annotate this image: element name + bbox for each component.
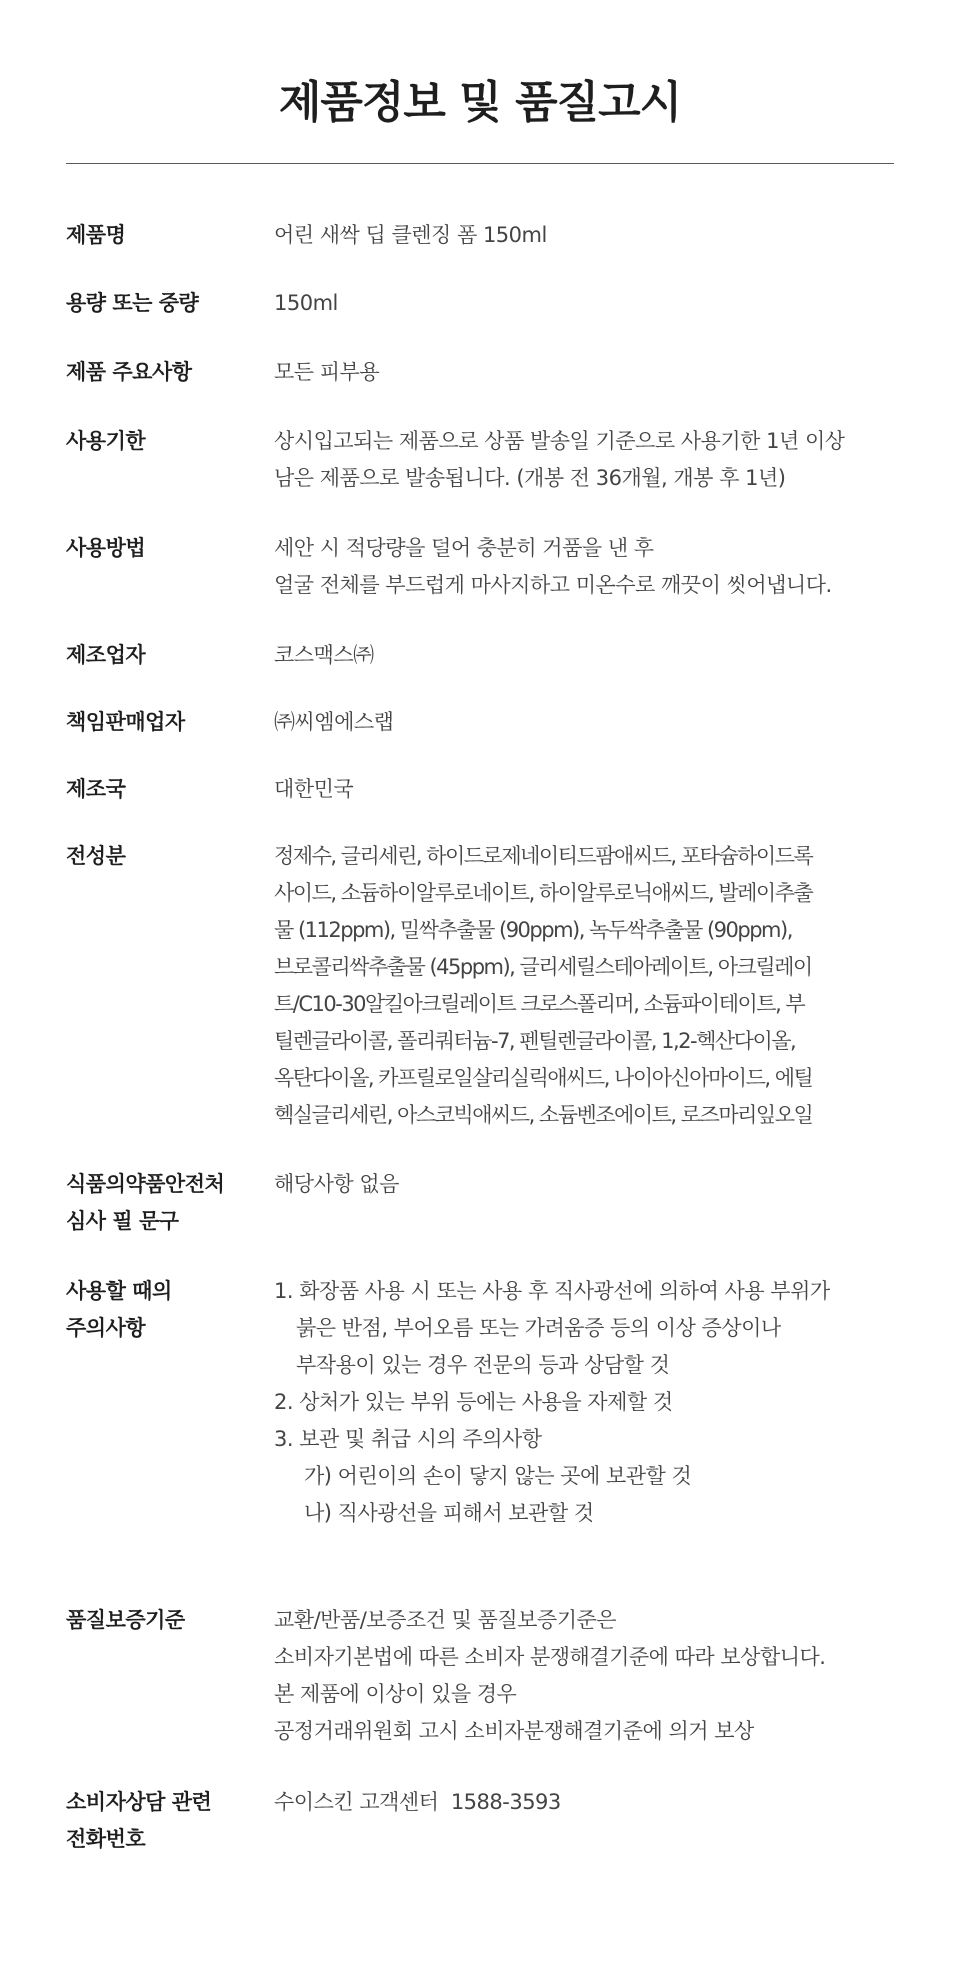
row-value	[274, 704, 914, 741]
value-line: 정제수, 글리세린, 하이드로제네이티드팜애씨드, 포타슘하이드록	[274, 844, 813, 868]
row-value	[274, 423, 914, 497]
label-line: 전성분	[66, 844, 126, 868]
row-value	[274, 217, 914, 254]
value-line: 붉은 반점, 부어오름 또는 가려움증 등의 이상 증상이나	[296, 1316, 781, 1340]
value-line: 브로콜리싹추출물 (45ppm), 글리세릴스테아레이트, 아크릴레이	[274, 955, 812, 979]
value-line: 1. 화장품 사용 시 또는 사용 후 직사광선에 의하여 사용 부위가	[274, 1279, 830, 1303]
value-line: 3. 보관 및 취급 시의 주의사항	[274, 1427, 542, 1451]
value-line: 부작용이 있는 경우 전문의 등과 상담할 것	[296, 1353, 670, 1377]
row-label	[66, 1784, 266, 1858]
row-value	[274, 285, 914, 322]
label-line: 책임판매업자	[66, 710, 185, 734]
row-label	[66, 637, 266, 674]
row-label	[66, 530, 266, 567]
value-line: 물 (112ppm), 밀싹추출물 (90ppm), 녹두싹추출물 (90ppm),	[274, 918, 792, 942]
value-line: 해당사항 없음	[274, 1172, 399, 1196]
value-line: 본 제품에 이상이 있을 경우	[274, 1682, 517, 1706]
row-label	[66, 704, 266, 741]
value-line: 상시입고되는 제품으로 상품 발송일 기준으로 사용기한 1년 이상	[274, 429, 845, 453]
row-label	[66, 285, 266, 322]
row-value	[274, 1602, 914, 1750]
value-line: 모든 피부용	[274, 360, 380, 384]
value-line: 코스맥스㈜	[274, 643, 374, 667]
label-line: 소비자상담 관련	[66, 1790, 212, 1814]
row-label	[66, 1166, 266, 1240]
value-line: 가) 어린이의 손이 닿지 않는 곳에 보관할 것	[304, 1464, 692, 1488]
value-line: 얼굴 전체를 부드럽게 마사지하고 미온수로 깨끗이 씻어냅니다.	[274, 573, 832, 597]
value-line: 나) 직사광선을 피해서 보관할 것	[304, 1501, 594, 1525]
label-line: 식품의약품안전처	[66, 1172, 225, 1196]
value-line: 수이스킨 고객센터 1588-3593	[274, 1790, 561, 1814]
row-label	[66, 423, 266, 460]
value-line: 소비자기본법에 따른 소비자 분쟁해결기준에 따라 보상합니다.	[274, 1645, 826, 1669]
row-value	[274, 354, 914, 391]
label-line: 사용할 때의	[66, 1279, 172, 1303]
value-line: 헥실글리세린, 아스코빅애씨드, 소듐벤조에이트, 로즈마리잎오일	[274, 1103, 813, 1127]
label-line: 제조국	[66, 777, 126, 801]
row-label	[66, 838, 266, 875]
label-line: 사용기한	[66, 429, 146, 453]
label-line: 심사 필 문구	[66, 1209, 179, 1233]
value-line: 공정거래위원회 고시 소비자분쟁해결기준에 의거 보상	[274, 1719, 754, 1743]
row-label	[66, 217, 266, 254]
value-line: 대한민국	[274, 777, 354, 801]
value-line: 150ml	[274, 291, 338, 315]
value-line: ㈜씨엠에스랩	[274, 710, 394, 734]
value-line: 남은 제품으로 발송됩니다. (개봉 전 36개월, 개봉 후 1년)	[274, 466, 786, 490]
label-line: 사용방법	[66, 536, 146, 560]
value-line: 세안 시 적당량을 덜어 충분히 거품을 낸 후	[274, 536, 654, 560]
label-line: 전화번호	[66, 1827, 146, 1851]
label-line: 주의사항	[66, 1316, 146, 1340]
row-label	[66, 1602, 266, 1639]
title-divider	[66, 163, 894, 164]
value-line: 틸렌글라이콜, 폴리쿼터늄-7, 펜틸렌글라이콜, 1,2-헥산다이올,	[274, 1029, 796, 1053]
value-line: 교환/반품/보증조건 및 품질보증기준은	[274, 1608, 617, 1632]
row-value	[274, 838, 914, 1134]
row-value	[274, 1273, 914, 1532]
page-title: 제품정보 및 품질고시	[278, 77, 682, 128]
label-line: 품질보증기준	[66, 1608, 185, 1632]
label-line: 용량 또는 중량	[66, 291, 199, 315]
label-line: 제품 주요사항	[66, 360, 192, 384]
value-line: 사이드, 소듐하이알루로네이트, 하이알루로닉애씨드, 발레이추출	[274, 881, 813, 905]
row-value	[274, 1166, 914, 1203]
row-value	[274, 771, 914, 808]
label-line: 제조업자	[66, 643, 146, 667]
label-line: 제품명	[66, 223, 126, 247]
row-value	[274, 637, 914, 674]
row-label	[66, 771, 266, 808]
value-line: 옥탄다이올, 카프릴로일살리실릭애씨드, 나이아신아마이드, 에틸	[274, 1066, 813, 1090]
row-label	[66, 354, 266, 391]
row-value	[274, 530, 914, 604]
value-line: 2. 상처가 있는 부위 등에는 사용을 자제할 것	[274, 1390, 673, 1414]
value-line: 트/C10-30알킬아크릴레이트 크로스폴리머, 소듐파이테이트, 부	[274, 992, 805, 1016]
value-line: 어린 새싹 딥 클렌징 폼 150ml	[274, 223, 547, 247]
row-label	[66, 1273, 266, 1347]
row-value	[274, 1784, 914, 1821]
